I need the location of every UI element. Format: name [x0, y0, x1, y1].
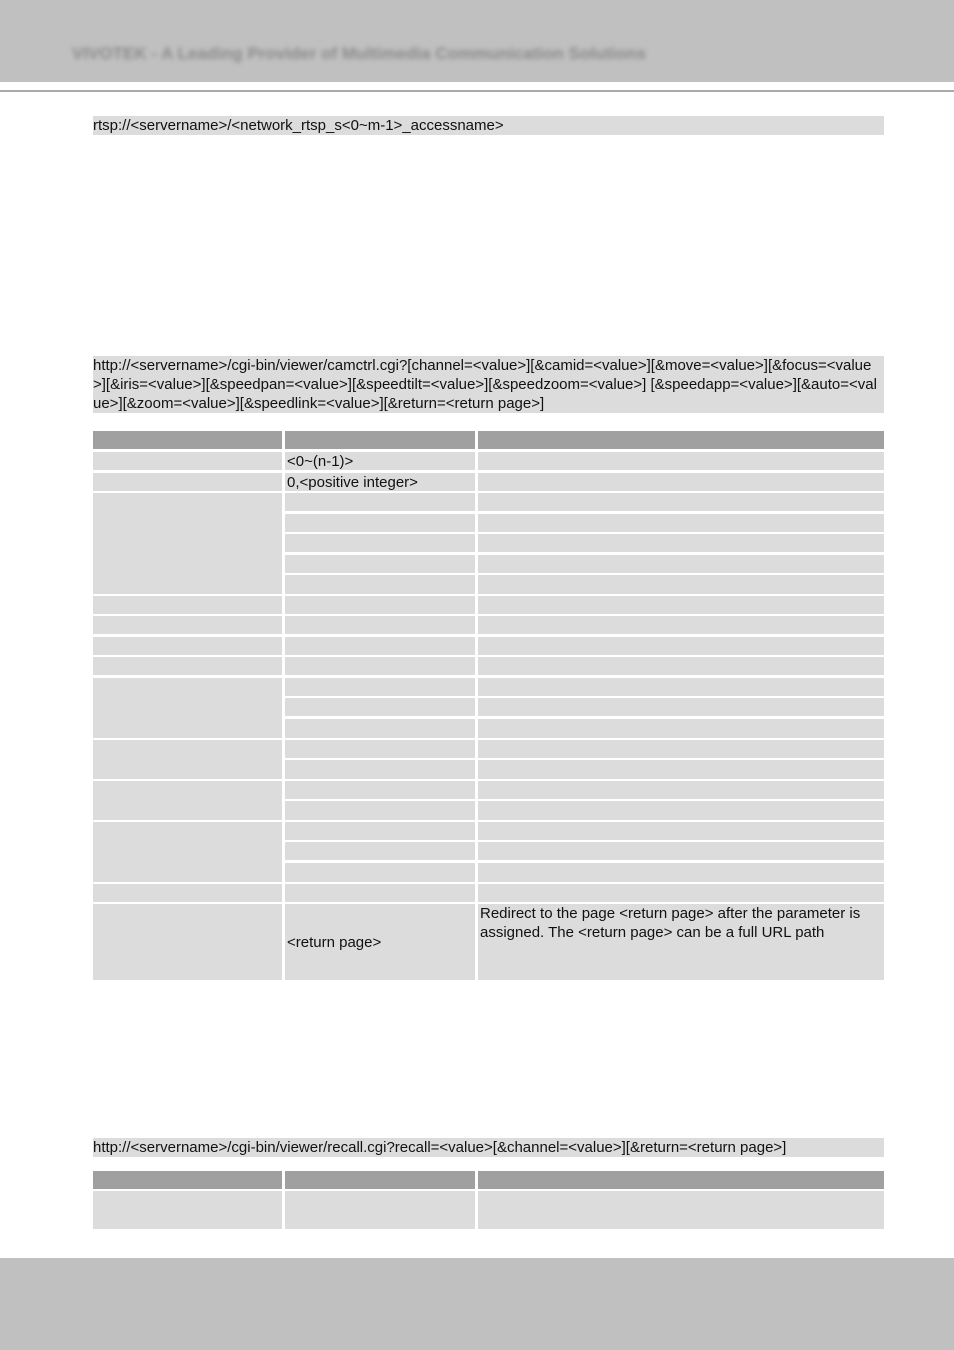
table-cell: [478, 637, 884, 655]
table-cell: [93, 493, 282, 594]
table-cell: [285, 575, 475, 594]
table-cell: [285, 884, 475, 902]
table-cell: [93, 740, 282, 779]
table-cell: [478, 534, 884, 552]
table-header-cell: [93, 431, 282, 449]
table-cell: [478, 493, 884, 511]
table-cell: [285, 801, 475, 820]
table-cell: [93, 637, 282, 655]
table-cell-description: [478, 452, 884, 470]
table-cell: [285, 514, 475, 532]
table-cell: [285, 740, 475, 758]
table-cell: [478, 575, 884, 594]
table-header-cell: [93, 1171, 282, 1189]
table-cell: [478, 698, 884, 716]
table-cell: [285, 678, 475, 696]
table-cell: [478, 678, 884, 696]
recall-url-text: http://<servername>/cgi-bin/viewer/recall.cgi?recall=<value>[&channel=<value>][&return=<return page>]: [93, 1139, 787, 1156]
table-cell-description: [478, 473, 884, 491]
table-cell: [93, 452, 282, 470]
table-cell: [93, 822, 282, 882]
table-cell: [285, 781, 475, 799]
table-cell: [93, 678, 282, 738]
header-tagline: VIVOTEK - A Leading Provider of Multimedia Communication Solutions: [72, 44, 646, 63]
camctrl-url-text: http://<servername>/cgi-bin/viewer/camctrl.cgi?[channel=<value>][&camid=<value>][&move=<value>][&focus=<value>][&iris=<value>][&speedpan=<value>][&speedtilt=<value>][&speedzoom=<value>] [&speedapp=<value>][&auto=<value>][&zoom=<value>][&speedlink=<value>][&return=<return page>]: [93, 357, 877, 412]
table-cell: [478, 863, 884, 882]
table-cell: [478, 760, 884, 779]
camctrl-parameter-table: [93, 431, 884, 980]
page-footer: [0, 1258, 954, 1350]
table-header-cell: [478, 431, 884, 449]
table-cell: [285, 698, 475, 716]
table-cell: [285, 555, 475, 573]
return-description-text: Redirect to the page <return page> after the parameter is assigned. The <return page> can be a full URL path: [480, 905, 861, 941]
table-cell: [478, 514, 884, 532]
table-cell: [478, 1191, 884, 1229]
table-cell: [285, 863, 475, 882]
return-value-cell: [285, 904, 475, 980]
table-cell: [478, 555, 884, 573]
table-cell: [285, 637, 475, 655]
table-cell: [285, 534, 475, 552]
table-header-cell: [285, 1171, 475, 1189]
table-cell: [478, 740, 884, 758]
table-cell: [285, 657, 475, 675]
table-cell: [478, 822, 884, 840]
table-cell: [93, 616, 282, 634]
table-cell: [93, 1191, 282, 1229]
recall-url-box: [93, 1138, 884, 1157]
table-cell: [93, 884, 282, 902]
table-cell: [478, 801, 884, 820]
table-cell: [285, 822, 475, 840]
table-cell-value: 0,<positive integer>: [285, 473, 475, 491]
table-cell-value: <0~(n-1)>: [285, 452, 475, 470]
table-header-cell: [285, 431, 475, 449]
return-value-text: <return page>: [287, 933, 382, 951]
table-header-cell: [478, 1171, 884, 1189]
table-cell: [285, 1191, 475, 1229]
return-description-cell: [478, 904, 884, 980]
camctrl-url-box: [93, 356, 884, 413]
table-cell: [285, 719, 475, 738]
table-cell: [285, 842, 475, 860]
table-cell: [93, 657, 282, 675]
table-cell: [93, 781, 282, 820]
table-cell: [478, 884, 884, 902]
page-header: [0, 0, 954, 82]
table-cell: [93, 473, 282, 491]
table-cell: [478, 596, 884, 614]
recall-parameter-table: [93, 1171, 884, 1229]
table-cell: [478, 719, 884, 738]
header-divider: [0, 90, 954, 92]
table-cell: [478, 616, 884, 634]
table-cell: [478, 781, 884, 799]
table-cell: [285, 596, 475, 614]
table-cell: [93, 596, 282, 614]
rtsp-url-box: [93, 116, 884, 135]
table-cell: [285, 760, 475, 779]
table-cell: [93, 904, 282, 980]
table-cell: [478, 842, 884, 860]
rtsp-url-text: rtsp://<servername>/<network_rtsp_s<0~m-1>_accessname>: [93, 117, 504, 134]
table-cell: [478, 657, 884, 675]
table-cell: [285, 616, 475, 634]
table-cell: [285, 493, 475, 511]
